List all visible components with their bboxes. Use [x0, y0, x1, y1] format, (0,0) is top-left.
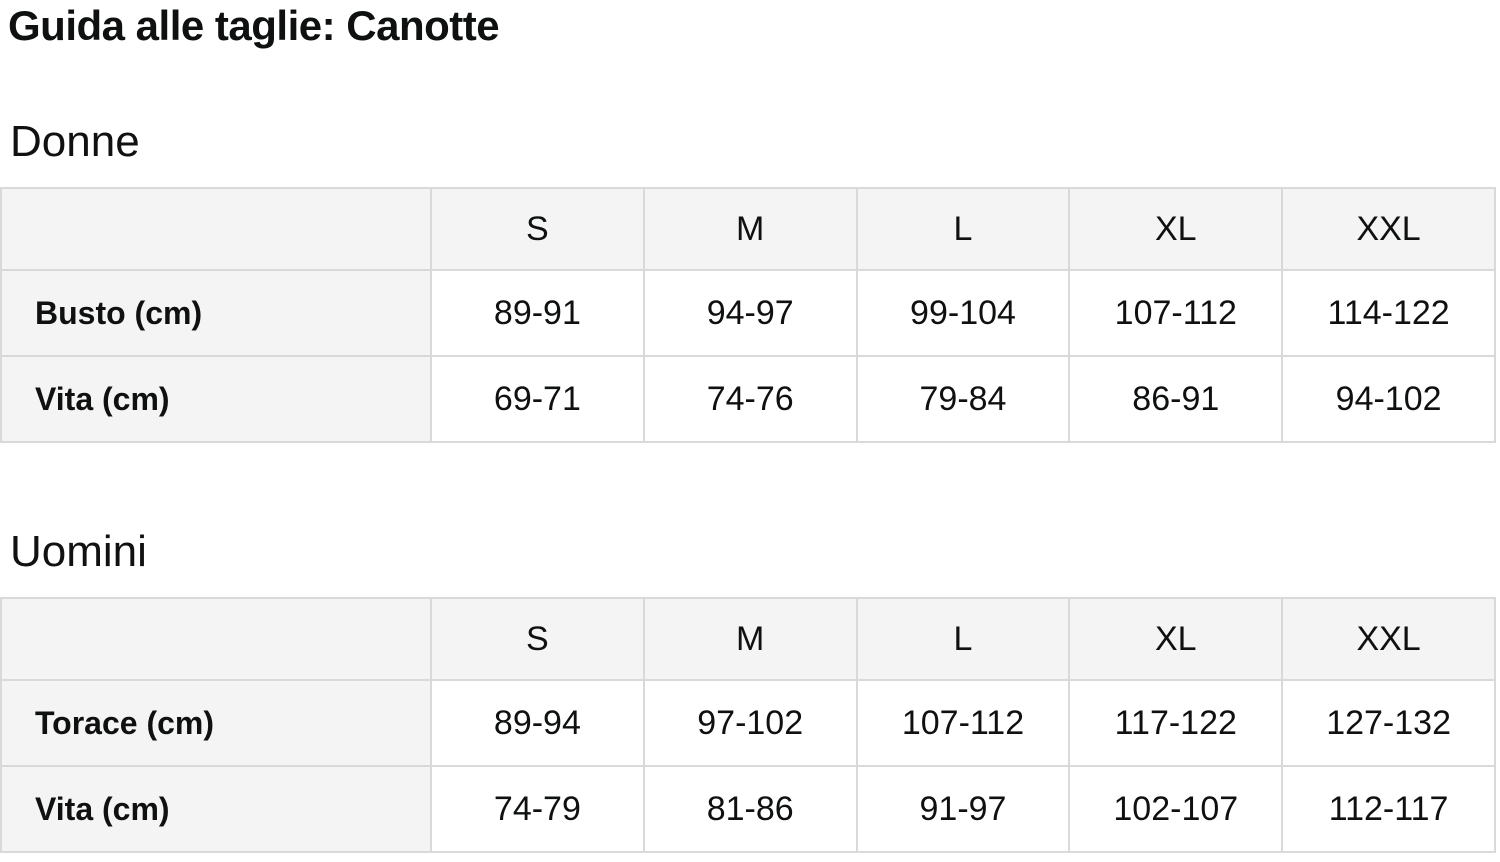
size-value-cell: 97-102	[644, 680, 857, 766]
size-table-donne	[0, 187, 1496, 443]
column-header-m: M	[644, 598, 857, 680]
size-value-cell: 89-91	[431, 270, 644, 356]
column-header-l: L	[857, 598, 1070, 680]
size-value-cell: 107-112	[857, 680, 1070, 766]
size-value-cell: 117-122	[1069, 680, 1282, 766]
size-value-cell: 91-97	[857, 766, 1070, 852]
corner-cell	[1, 598, 431, 680]
size-value-cell: 94-97	[644, 270, 857, 356]
table-row	[1, 680, 1495, 766]
size-value-cell: 86-91	[1069, 356, 1282, 442]
corner-cell	[1, 188, 431, 270]
header-row	[1, 188, 1495, 270]
size-value-cell: 74-76	[644, 356, 857, 442]
section-heading-donne: Donne	[10, 117, 140, 167]
column-header-s: S	[431, 598, 644, 680]
size-value-cell: 69-71	[431, 356, 644, 442]
row-label: Vita (cm)	[1, 356, 431, 442]
table-row	[1, 356, 1495, 442]
column-header-xl: XL	[1069, 598, 1282, 680]
section-heading-uomini: Uomini	[10, 527, 147, 577]
size-value-cell: 112-117	[1282, 766, 1495, 852]
column-header-s: S	[431, 188, 644, 270]
column-header-xxl: XXL	[1282, 598, 1495, 680]
size-value-cell: 114-122	[1282, 270, 1495, 356]
size-table-uomini	[0, 597, 1496, 853]
table-row	[1, 766, 1495, 852]
row-label: Torace (cm)	[1, 680, 431, 766]
table-row	[1, 270, 1495, 356]
size-value-cell: 94-102	[1282, 356, 1495, 442]
page-title: Guida alle taglie: Canotte	[8, 2, 500, 49]
row-label: Vita (cm)	[1, 766, 431, 852]
column-header-l: L	[857, 188, 1070, 270]
size-value-cell: 127-132	[1282, 680, 1495, 766]
size-value-cell: 74-79	[431, 766, 644, 852]
column-header-xl: XL	[1069, 188, 1282, 270]
size-value-cell: 89-94	[431, 680, 644, 766]
size-value-cell: 99-104	[857, 270, 1070, 356]
header-row	[1, 598, 1495, 680]
size-value-cell: 107-112	[1069, 270, 1282, 356]
size-value-cell: 81-86	[644, 766, 857, 852]
size-value-cell: 102-107	[1069, 766, 1282, 852]
row-label: Busto (cm)	[1, 270, 431, 356]
size-value-cell: 79-84	[857, 356, 1070, 442]
column-header-m: M	[644, 188, 857, 270]
column-header-xxl: XXL	[1282, 188, 1495, 270]
